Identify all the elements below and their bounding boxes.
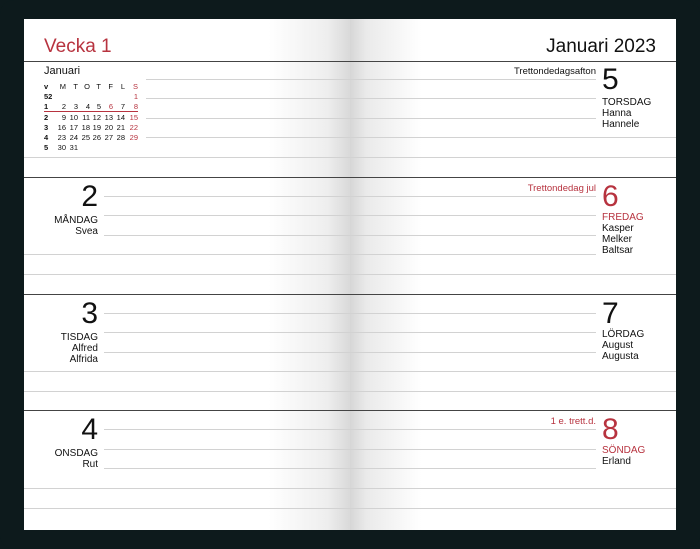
mini-calendar-day: 27 bbox=[104, 133, 113, 142]
weekday-name: SÖNDAG bbox=[602, 445, 646, 456]
mini-calendar-day: 8 bbox=[133, 102, 138, 111]
name-day: Hanna bbox=[602, 108, 632, 119]
day-divider bbox=[24, 410, 350, 411]
day-number: 3 bbox=[81, 297, 98, 330]
name-day: Augusta bbox=[602, 351, 639, 362]
day-divider bbox=[350, 177, 676, 178]
right-page bbox=[350, 19, 676, 530]
mini-calendar-day: 18 bbox=[81, 123, 90, 132]
mini-calendar-day: 19 bbox=[92, 123, 101, 132]
name-day: Alfrida bbox=[69, 354, 98, 365]
name-day: Hannele bbox=[602, 119, 640, 130]
mini-calendar-weekday: F bbox=[108, 82, 113, 91]
day-number: 2 bbox=[81, 180, 98, 213]
weekday-name: LÖRDAG bbox=[602, 329, 645, 340]
mini-calendar-week-number: 52 bbox=[44, 92, 53, 101]
mini-calendar-week-number: 1 bbox=[44, 102, 49, 111]
mini-calendar-day: 25 bbox=[81, 133, 90, 142]
mini-calendar-day: 5 bbox=[96, 102, 101, 111]
month-year-title: Januari 2023 bbox=[546, 36, 656, 57]
mini-calendar-day: 28 bbox=[116, 133, 125, 142]
name-day: Erland bbox=[602, 456, 631, 467]
holiday-label: Trettondedag jul bbox=[527, 183, 596, 194]
weekday-name: MÅNDAG bbox=[54, 215, 98, 226]
weekday-name: FREDAG bbox=[602, 212, 644, 223]
mini-calendar-day: 20 bbox=[104, 123, 113, 132]
mini-calendar-day: 17 bbox=[69, 123, 78, 132]
mini-calendar-week-number: 2 bbox=[44, 113, 49, 122]
mini-calendar-day: 2 bbox=[61, 102, 66, 111]
event-label: Trettondedagsafton bbox=[513, 66, 596, 77]
name-day: Melker bbox=[602, 234, 633, 245]
mini-calendar-weekday: O bbox=[84, 82, 90, 91]
mini-calendar-week-header: v bbox=[44, 82, 49, 91]
name-day: Kasper bbox=[602, 223, 634, 234]
day-number: 5 bbox=[602, 63, 619, 96]
mini-calendar-day: 31 bbox=[69, 143, 78, 152]
mini-calendar-day: 21 bbox=[116, 123, 125, 132]
weekday-name: TISDAG bbox=[60, 332, 98, 343]
day-divider bbox=[350, 294, 676, 295]
name-day: Rut bbox=[82, 459, 98, 470]
mini-calendar-day: 26 bbox=[92, 133, 101, 142]
mini-calendar-weekday: M bbox=[59, 82, 66, 91]
mini-calendar-day: 15 bbox=[129, 113, 138, 122]
mini-calendar-week-number: 5 bbox=[44, 143, 49, 152]
day-divider bbox=[350, 410, 676, 411]
mini-calendar-day: 16 bbox=[57, 123, 66, 132]
holiday-label: 1 e. trett.d. bbox=[550, 416, 596, 427]
mini-calendar-day: 22 bbox=[129, 123, 138, 132]
mini-calendar-day: 13 bbox=[104, 113, 113, 122]
mini-calendar-day: 7 bbox=[120, 102, 125, 111]
header-divider bbox=[350, 61, 676, 62]
mini-calendar-month: Januari bbox=[44, 65, 81, 77]
mini-calendar-weekday: T bbox=[96, 82, 101, 91]
current-week-underline bbox=[44, 111, 138, 112]
mini-calendar-week-number: 3 bbox=[44, 123, 49, 132]
header-divider bbox=[24, 61, 350, 62]
mini-calendar-day: 23 bbox=[57, 133, 66, 142]
weekday-name: ONSDAG bbox=[54, 448, 98, 459]
weekday-name: TORSDAG bbox=[602, 97, 652, 108]
week-label: Vecka 1 bbox=[44, 36, 112, 57]
mini-calendar-day: 9 bbox=[61, 113, 66, 122]
mini-calendar-day: 10 bbox=[69, 113, 78, 122]
name-day: Baltsar bbox=[602, 245, 634, 256]
mini-calendar-day: 24 bbox=[69, 133, 78, 142]
name-day: Alfred bbox=[71, 343, 98, 354]
mini-calendar-day: 12 bbox=[92, 113, 101, 122]
mini-calendar-day: 30 bbox=[57, 143, 66, 152]
mini-calendar-day: 1 bbox=[133, 92, 138, 101]
name-day: August bbox=[602, 340, 634, 351]
mini-calendar-day: 29 bbox=[129, 133, 138, 142]
mini-calendar-day: 3 bbox=[73, 102, 78, 111]
mini-calendar-day: 4 bbox=[85, 102, 90, 111]
day-divider bbox=[24, 294, 350, 295]
mini-calendar-weekday: T bbox=[73, 82, 78, 91]
day-number: 7 bbox=[602, 297, 619, 330]
mini-calendar-week-number: 4 bbox=[44, 133, 49, 142]
day-number: 6 bbox=[602, 180, 619, 213]
mini-calendar-weekday: L bbox=[120, 82, 125, 91]
mini-calendar-day: 11 bbox=[82, 113, 90, 122]
day-number: 8 bbox=[602, 413, 619, 446]
mini-calendar-day: 14 bbox=[116, 113, 125, 122]
name-day: Svea bbox=[75, 226, 98, 237]
left-page bbox=[24, 19, 350, 530]
day-number: 4 bbox=[81, 413, 98, 446]
mini-calendar-weekday: S bbox=[132, 82, 138, 91]
mini-calendar-day: 6 bbox=[108, 102, 113, 111]
day-divider bbox=[24, 177, 350, 178]
